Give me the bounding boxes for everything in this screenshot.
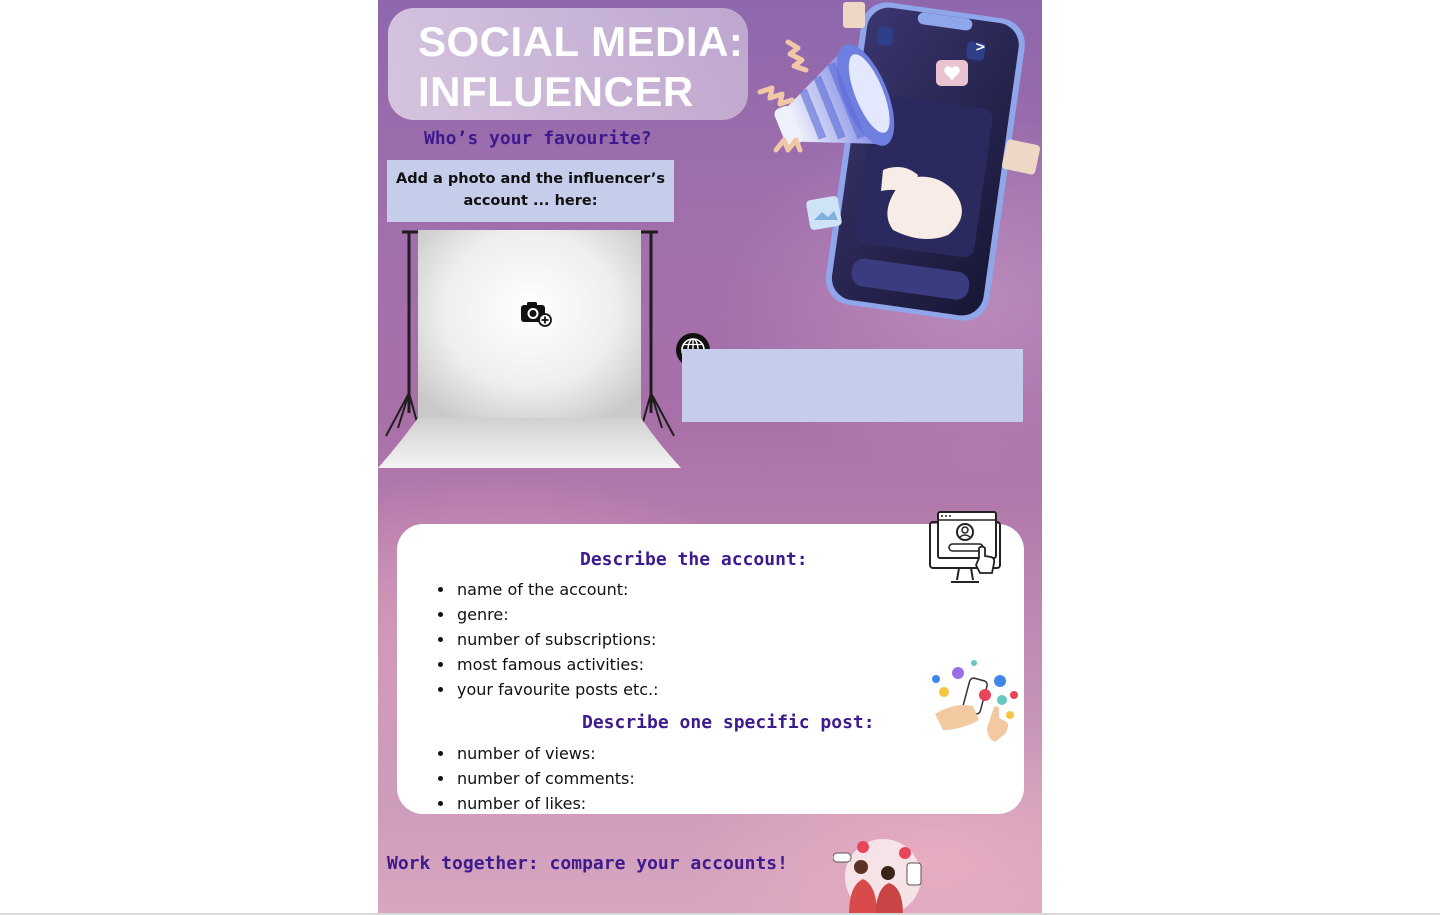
user-profile-monitor-icon [927,510,1005,586]
account-list-item: • name of the account: [455,577,659,602]
post-list-item: • number of likes: [455,791,635,816]
account-list-item: • your favourite posts etc.: [455,677,659,702]
title-line-1: SOCIAL MEDIA: [418,18,744,65]
instruction-box [387,160,674,222]
account-list [437,577,659,702]
account-list-item: • genre: [455,602,659,627]
post-list-item: • number of views: [455,741,635,766]
social-hand-icon [930,659,1022,749]
describe-post-heading: Describe one specific post: [582,712,875,733]
post-list-item: • number of comments: [455,766,635,791]
post-list [437,741,635,816]
photo-backdrop[interactable] [378,228,688,473]
worksheet-page [378,0,1042,915]
subtitle: Who’s your favourite? [424,128,652,149]
camera-add-icon[interactable] [519,299,555,329]
account-list-item: • number of subscriptions: [455,627,659,652]
instruction-text: Add a photo and the influencer’s account ... here: [396,171,665,209]
svg-text:>: > [975,40,986,55]
describe-account-heading: Describe the account: [580,549,808,570]
account-list-item: • most famous activities: [455,652,659,677]
people-illustration [833,835,933,915]
megaphone-phone-illustration [748,0,1042,330]
title-line-2: INFLUENCER [418,68,694,115]
account-link-field[interactable] [682,349,1023,422]
description-card [397,524,1024,814]
title-box [388,8,748,120]
footer-text: Work together: compare your accounts! [387,853,788,874]
